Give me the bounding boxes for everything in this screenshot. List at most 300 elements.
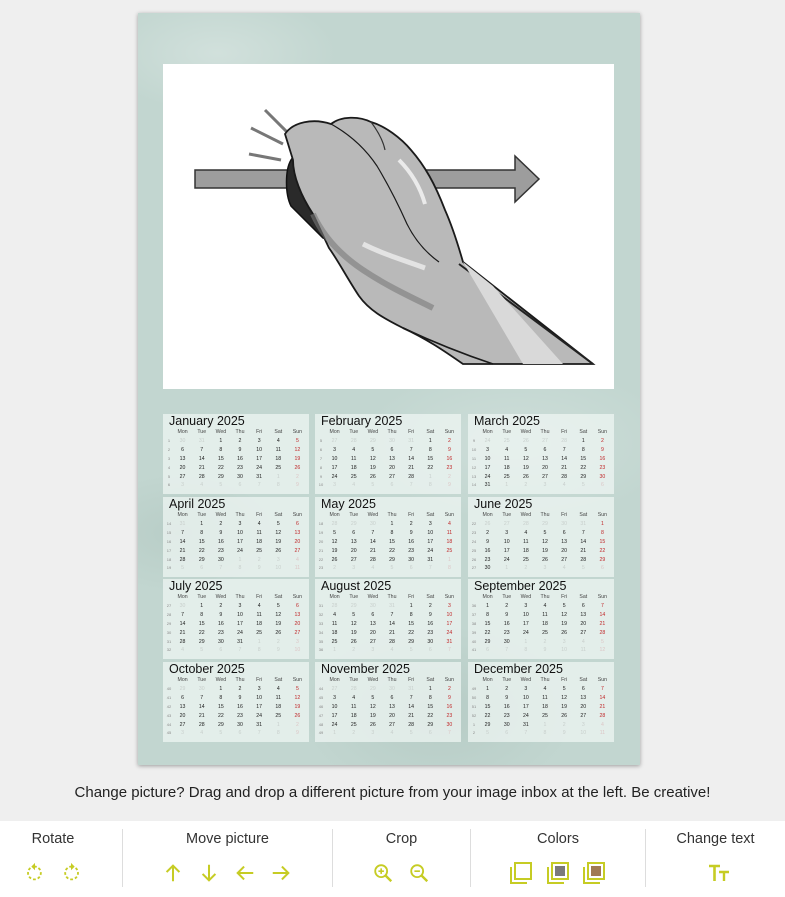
zoom-in-icon bbox=[372, 862, 394, 884]
day-cell: 10 bbox=[446, 611, 453, 618]
week-row bbox=[165, 481, 307, 490]
day-cell: 4 bbox=[390, 647, 394, 654]
week-row bbox=[165, 694, 307, 703]
day-cell: 28 bbox=[561, 473, 568, 480]
week-row bbox=[470, 473, 612, 482]
weekday-label: Mon bbox=[329, 429, 340, 435]
day-cell: 13 bbox=[179, 703, 186, 710]
color-brown-button[interactable] bbox=[582, 861, 606, 885]
day-cell: 13 bbox=[580, 694, 587, 701]
month-title: January 2025 bbox=[169, 414, 245, 428]
day-cell: 4 bbox=[581, 638, 585, 645]
day-cell: 20 bbox=[389, 464, 395, 471]
month-days bbox=[470, 676, 612, 738]
day-cell: 10 bbox=[294, 647, 301, 654]
day-cell: 5 bbox=[200, 647, 204, 654]
month-august bbox=[315, 579, 461, 659]
day-cell: 8 bbox=[486, 694, 490, 701]
day-cell: 15 bbox=[198, 620, 205, 627]
day-cell: 2 bbox=[428, 602, 432, 609]
day-cell: 5 bbox=[181, 565, 185, 572]
day-cell: 28 bbox=[522, 520, 529, 527]
color-plain-button[interactable] bbox=[509, 861, 533, 885]
day-cell: 13 bbox=[542, 455, 548, 462]
day-cell: 24 bbox=[331, 473, 338, 480]
week-row bbox=[165, 703, 307, 712]
day-cell: 10 bbox=[561, 647, 568, 654]
day-cell: 30 bbox=[427, 638, 434, 645]
day-cell: 30 bbox=[179, 437, 186, 444]
day-cell: 8 bbox=[219, 446, 223, 453]
day-cell: 19 bbox=[331, 547, 338, 554]
day-cell: 31 bbox=[580, 520, 587, 527]
day-cell: 3 bbox=[524, 685, 528, 692]
day-cell: 6 bbox=[581, 685, 585, 692]
week-number: 19 bbox=[166, 565, 172, 571]
month-january bbox=[163, 414, 309, 494]
day-cell: 7 bbox=[371, 529, 375, 536]
week-number: 31 bbox=[318, 602, 324, 608]
weekday-label: Wed bbox=[520, 429, 532, 435]
day-cell: 10 bbox=[237, 529, 243, 536]
day-cell: 8 bbox=[409, 611, 413, 618]
day-cell: 26 bbox=[522, 437, 529, 444]
weekday-label: Fri bbox=[561, 512, 568, 518]
day-cell: 9 bbox=[562, 730, 566, 737]
day-cell: 10 bbox=[427, 529, 434, 536]
day-cell: 20 bbox=[580, 703, 587, 710]
day-cell: 22 bbox=[484, 629, 491, 636]
weekday-label: Thu bbox=[235, 677, 245, 683]
week-number: 27 bbox=[166, 602, 172, 608]
day-cell: 16 bbox=[503, 703, 510, 710]
weekday-label: Fri bbox=[408, 512, 415, 518]
day-cell: 22 bbox=[389, 547, 395, 554]
week-number: 11 bbox=[471, 455, 477, 461]
day-cell: 28 bbox=[389, 638, 395, 645]
month-title: April 2025 bbox=[169, 497, 226, 511]
day-cell: 26 bbox=[542, 556, 548, 563]
day-cell: 9 bbox=[409, 529, 413, 536]
week-number: 2 bbox=[167, 446, 171, 452]
day-cell: 7 bbox=[600, 685, 604, 692]
zoom-out-icon bbox=[408, 862, 430, 884]
day-cell: 6 bbox=[181, 694, 185, 701]
day-cell: 25 bbox=[522, 556, 529, 563]
week-row bbox=[470, 538, 612, 547]
day-cell: 2 bbox=[524, 565, 528, 572]
week-row bbox=[317, 464, 459, 473]
colors-label: Colors bbox=[537, 831, 579, 847]
day-cell: 18 bbox=[503, 464, 510, 471]
week-row bbox=[470, 721, 612, 730]
day-cell: 14 bbox=[198, 455, 205, 462]
day-cell: 9 bbox=[600, 446, 604, 453]
day-cell: 13 bbox=[389, 455, 395, 462]
week-number: 18 bbox=[166, 556, 172, 562]
weekday-header-row bbox=[470, 511, 612, 520]
day-cell: 9 bbox=[505, 611, 509, 618]
week-row bbox=[317, 455, 459, 464]
day-cell: 13 bbox=[389, 703, 395, 710]
day-cell: 24 bbox=[484, 473, 491, 480]
week-row bbox=[165, 556, 307, 565]
day-cell: 5 bbox=[276, 520, 280, 527]
weekday-label: Fri bbox=[561, 594, 568, 600]
month-title: March 2025 bbox=[474, 414, 541, 428]
day-cell: 11 bbox=[580, 647, 586, 654]
week-row bbox=[165, 529, 307, 538]
day-cell: 22 bbox=[217, 712, 224, 719]
day-cell: 28 bbox=[599, 629, 606, 636]
month-june bbox=[468, 497, 614, 577]
weekday-label: Tue bbox=[502, 594, 512, 600]
day-cell: 16 bbox=[599, 455, 606, 462]
day-cell: 18 bbox=[256, 538, 263, 545]
month-title: June 2025 bbox=[474, 497, 533, 511]
day-cell: 29 bbox=[484, 638, 491, 645]
week-row bbox=[317, 729, 459, 738]
weekday-label: Sat bbox=[274, 512, 283, 518]
day-cell: 24 bbox=[237, 629, 243, 636]
weekday-label: Thu bbox=[235, 429, 245, 435]
day-cell: 16 bbox=[408, 538, 415, 545]
day-cell: 5 bbox=[562, 602, 566, 609]
week-row bbox=[317, 629, 459, 638]
day-cell: 7 bbox=[505, 647, 509, 654]
day-cell: 8 bbox=[200, 611, 204, 618]
day-cell: 29 bbox=[580, 473, 587, 480]
day-cell: 31 bbox=[237, 638, 243, 645]
week-row bbox=[165, 455, 307, 464]
day-cell: 7 bbox=[200, 694, 204, 701]
zoom-in-button[interactable] bbox=[371, 861, 395, 885]
day-cell: 7 bbox=[409, 482, 413, 489]
day-cell: 4 bbox=[257, 602, 261, 609]
day-cell: 30 bbox=[389, 685, 395, 692]
day-cell: 10 bbox=[522, 694, 529, 701]
week-number: 41 bbox=[471, 647, 477, 653]
day-cell: 4 bbox=[562, 565, 566, 572]
day-cell: 5 bbox=[352, 611, 356, 618]
month-days bbox=[317, 593, 459, 655]
day-cell: 2 bbox=[219, 602, 223, 609]
day-cell: 24 bbox=[522, 712, 529, 719]
rotate-left-button[interactable] bbox=[23, 861, 47, 885]
week-number: 43 bbox=[166, 712, 172, 718]
day-cell: 1 bbox=[447, 556, 451, 563]
day-cell: 6 bbox=[352, 529, 356, 536]
day-cell: 14 bbox=[389, 620, 395, 627]
arrow-left-icon bbox=[234, 862, 256, 884]
day-cell: 5 bbox=[276, 602, 280, 609]
day-cell: 2 bbox=[447, 473, 451, 480]
day-cell: 8 bbox=[200, 529, 204, 536]
rotate-right-button[interactable] bbox=[59, 861, 83, 885]
day-cell: 28 bbox=[408, 721, 415, 728]
week-number: 10 bbox=[318, 482, 324, 488]
weekday-label: Sat bbox=[579, 512, 588, 518]
rotate-right-icon bbox=[60, 862, 82, 884]
day-cell: 9 bbox=[447, 446, 451, 453]
day-cell: 3 bbox=[428, 520, 432, 527]
week-row bbox=[470, 729, 612, 738]
day-cell: 27 bbox=[580, 712, 587, 719]
week-number: 45 bbox=[166, 730, 172, 736]
day-cell: 2 bbox=[219, 520, 223, 527]
week-row bbox=[317, 602, 459, 611]
move-left-button[interactable] bbox=[233, 861, 257, 885]
week-row bbox=[317, 520, 459, 529]
day-cell: 21 bbox=[580, 547, 587, 554]
day-cell: 8 bbox=[600, 529, 604, 536]
day-cell: 14 bbox=[179, 538, 186, 545]
move-up-button[interactable] bbox=[161, 861, 185, 885]
week-row bbox=[470, 464, 612, 473]
weekday-label: Fri bbox=[561, 429, 568, 435]
weekday-label: Wed bbox=[367, 677, 379, 683]
day-cell: 1 bbox=[505, 482, 509, 489]
day-cell: 16 bbox=[217, 538, 224, 545]
week-number: 18 bbox=[318, 520, 324, 526]
day-cell: 26 bbox=[331, 556, 338, 563]
day-cell: 4 bbox=[543, 685, 547, 692]
day-cell: 17 bbox=[331, 464, 338, 471]
weekday-label: Tue bbox=[197, 594, 207, 600]
day-cell: 25 bbox=[275, 464, 282, 471]
day-cell: 6 bbox=[486, 647, 490, 654]
week-number: 47 bbox=[318, 712, 324, 718]
day-cell: 3 bbox=[371, 647, 375, 654]
day-cell: 30 bbox=[446, 721, 453, 728]
week-number: 8 bbox=[319, 464, 323, 470]
week-number: 14 bbox=[471, 482, 477, 488]
frame-plain-icon bbox=[509, 861, 533, 885]
day-cell: 24 bbox=[427, 547, 434, 554]
weekday-label: Sat bbox=[579, 677, 588, 683]
day-cell: 27 bbox=[561, 556, 568, 563]
day-cell: 30 bbox=[198, 685, 205, 692]
weekday-label: Mon bbox=[482, 429, 493, 435]
day-cell: 30 bbox=[561, 520, 568, 527]
weekday-label: Wed bbox=[215, 512, 227, 518]
week-row bbox=[317, 721, 459, 730]
week-number: 36 bbox=[471, 602, 477, 608]
week-row bbox=[165, 712, 307, 721]
weekday-label: Fri bbox=[408, 429, 415, 435]
day-cell: 6 bbox=[505, 730, 509, 737]
week-row bbox=[165, 646, 307, 655]
day-cell: 9 bbox=[505, 694, 509, 701]
day-cell: 29 bbox=[217, 721, 224, 728]
day-cell: 12 bbox=[275, 611, 282, 618]
day-cell: 5 bbox=[295, 437, 299, 444]
day-cell: 21 bbox=[561, 464, 568, 471]
week-row bbox=[165, 729, 307, 738]
month-grid bbox=[163, 414, 614, 741]
day-cell: 30 bbox=[217, 556, 224, 563]
calendar-photo[interactable] bbox=[163, 64, 614, 389]
zoom-out-button[interactable] bbox=[407, 861, 431, 885]
month-days bbox=[165, 676, 307, 738]
week-row bbox=[165, 446, 307, 455]
day-cell: 23 bbox=[446, 712, 453, 719]
day-cell: 7 bbox=[447, 647, 451, 654]
day-cell: 8 bbox=[447, 565, 451, 572]
day-cell: 6 bbox=[409, 565, 413, 572]
day-cell: 11 bbox=[256, 529, 262, 536]
day-cell: 1 bbox=[276, 721, 280, 728]
day-cell: 3 bbox=[276, 556, 280, 563]
day-cell: 11 bbox=[331, 620, 338, 627]
day-cell: 18 bbox=[542, 703, 548, 710]
day-cell: 1 bbox=[486, 685, 490, 692]
day-cell: 10 bbox=[484, 455, 491, 462]
day-cell: 19 bbox=[350, 629, 357, 636]
day-cell: 18 bbox=[331, 629, 338, 636]
day-cell: 9 bbox=[447, 482, 451, 489]
crop-label: Crop bbox=[385, 831, 418, 847]
day-cell: 22 bbox=[198, 547, 205, 554]
editor-toolbar bbox=[0, 821, 785, 897]
day-cell: 5 bbox=[295, 685, 299, 692]
change-text-button[interactable] bbox=[707, 861, 731, 885]
month-title: August 2025 bbox=[321, 579, 392, 593]
arrow-right-icon bbox=[270, 862, 292, 884]
day-cell: 27 bbox=[369, 638, 376, 645]
day-cell: 18 bbox=[350, 712, 357, 719]
day-cell: 4 bbox=[390, 730, 394, 737]
weekday-label: Tue bbox=[197, 512, 207, 518]
day-cell: 13 bbox=[580, 611, 587, 618]
day-cell: 11 bbox=[542, 694, 548, 701]
weekday-label: Sun bbox=[292, 512, 303, 518]
week-row bbox=[470, 629, 612, 638]
day-cell: 19 bbox=[522, 464, 529, 471]
day-cell: 19 bbox=[542, 547, 548, 554]
day-cell: 23 bbox=[503, 629, 510, 636]
week-row bbox=[470, 694, 612, 703]
day-cell: 13 bbox=[294, 529, 301, 536]
day-cell: 23 bbox=[217, 547, 224, 554]
day-cell: 1 bbox=[219, 437, 223, 444]
weekday-label: Thu bbox=[540, 512, 550, 518]
text-group bbox=[646, 821, 785, 897]
week-number: 42 bbox=[166, 703, 172, 709]
day-cell: 5 bbox=[333, 529, 337, 536]
week-number: 31 bbox=[166, 638, 172, 644]
week-number: 44 bbox=[166, 721, 172, 727]
week-row bbox=[165, 473, 307, 482]
month-days bbox=[165, 511, 307, 573]
day-cell: 26 bbox=[561, 712, 568, 719]
day-cell: 9 bbox=[428, 611, 432, 618]
weekday-label: Mon bbox=[329, 677, 340, 683]
day-cell: 7 bbox=[409, 694, 413, 701]
weekday-label: Sun bbox=[597, 594, 608, 600]
move-label: Move picture bbox=[185, 831, 269, 847]
colors-group bbox=[471, 821, 645, 897]
day-cell: 2 bbox=[505, 685, 509, 692]
week-number: 26 bbox=[471, 556, 477, 562]
day-cell: 22 bbox=[427, 464, 434, 471]
day-cell: 24 bbox=[446, 629, 453, 636]
day-cell: 29 bbox=[542, 520, 548, 527]
day-cell: 27 bbox=[179, 721, 186, 728]
day-cell: 10 bbox=[331, 455, 338, 462]
day-cell: 10 bbox=[237, 611, 243, 618]
day-cell: 6 bbox=[428, 730, 432, 737]
month-title: July 2025 bbox=[169, 579, 223, 593]
day-cell: 16 bbox=[427, 620, 434, 627]
day-cell: 21 bbox=[198, 712, 205, 719]
day-cell: 30 bbox=[369, 602, 376, 609]
week-row bbox=[165, 564, 307, 573]
day-cell: 29 bbox=[599, 556, 606, 563]
day-cell: 31 bbox=[179, 520, 186, 527]
week-row bbox=[470, 685, 612, 694]
day-cell: 18 bbox=[542, 620, 548, 627]
weekday-label: Tue bbox=[502, 512, 512, 518]
week-number: 7 bbox=[319, 455, 323, 461]
day-cell: 28 bbox=[580, 556, 587, 563]
day-cell: 4 bbox=[333, 611, 337, 618]
day-cell: 11 bbox=[446, 529, 453, 536]
color-gray-button[interactable] bbox=[546, 861, 570, 885]
month-days bbox=[317, 676, 459, 738]
day-cell: 25 bbox=[503, 473, 510, 480]
rotate-label: Rotate bbox=[31, 831, 75, 847]
day-cell: 7 bbox=[238, 647, 242, 654]
day-cell: 29 bbox=[350, 520, 357, 527]
weekday-label: Fri bbox=[256, 677, 263, 683]
day-cell: 9 bbox=[238, 694, 242, 701]
day-cell: 14 bbox=[179, 620, 186, 627]
day-cell: 2 bbox=[352, 647, 356, 654]
day-cell: 3 bbox=[238, 602, 242, 609]
weekday-label: Thu bbox=[387, 429, 397, 435]
day-cell: 12 bbox=[561, 694, 568, 701]
day-cell: 28 bbox=[331, 520, 338, 527]
day-cell: 10 bbox=[522, 611, 529, 618]
day-cell: 11 bbox=[542, 611, 548, 618]
weekday-label: Mon bbox=[482, 677, 493, 683]
day-cell: 24 bbox=[256, 464, 263, 471]
day-cell: 7 bbox=[600, 602, 604, 609]
day-cell: 5 bbox=[562, 685, 566, 692]
week-row bbox=[470, 520, 612, 529]
day-cell: 7 bbox=[181, 529, 185, 536]
weekday-label: Thu bbox=[387, 594, 397, 600]
day-cell: 1 bbox=[581, 437, 585, 444]
day-cell: 29 bbox=[217, 473, 224, 480]
move-down-button[interactable] bbox=[197, 861, 221, 885]
day-cell: 2 bbox=[600, 437, 604, 444]
move-right-button[interactable] bbox=[269, 861, 293, 885]
day-cell: 13 bbox=[561, 538, 568, 545]
week-number: 33 bbox=[318, 620, 324, 626]
day-cell: 16 bbox=[237, 703, 243, 710]
week-number: 28 bbox=[166, 611, 172, 617]
day-cell: 7 bbox=[200, 446, 204, 453]
day-cell: 4 bbox=[200, 482, 204, 489]
weekday-label: Thu bbox=[540, 429, 550, 435]
day-cell: 27 bbox=[389, 473, 395, 480]
day-cell: 1 bbox=[200, 602, 204, 609]
day-cell: 5 bbox=[371, 482, 375, 489]
day-cell: 21 bbox=[179, 547, 186, 554]
day-cell: 27 bbox=[294, 547, 301, 554]
